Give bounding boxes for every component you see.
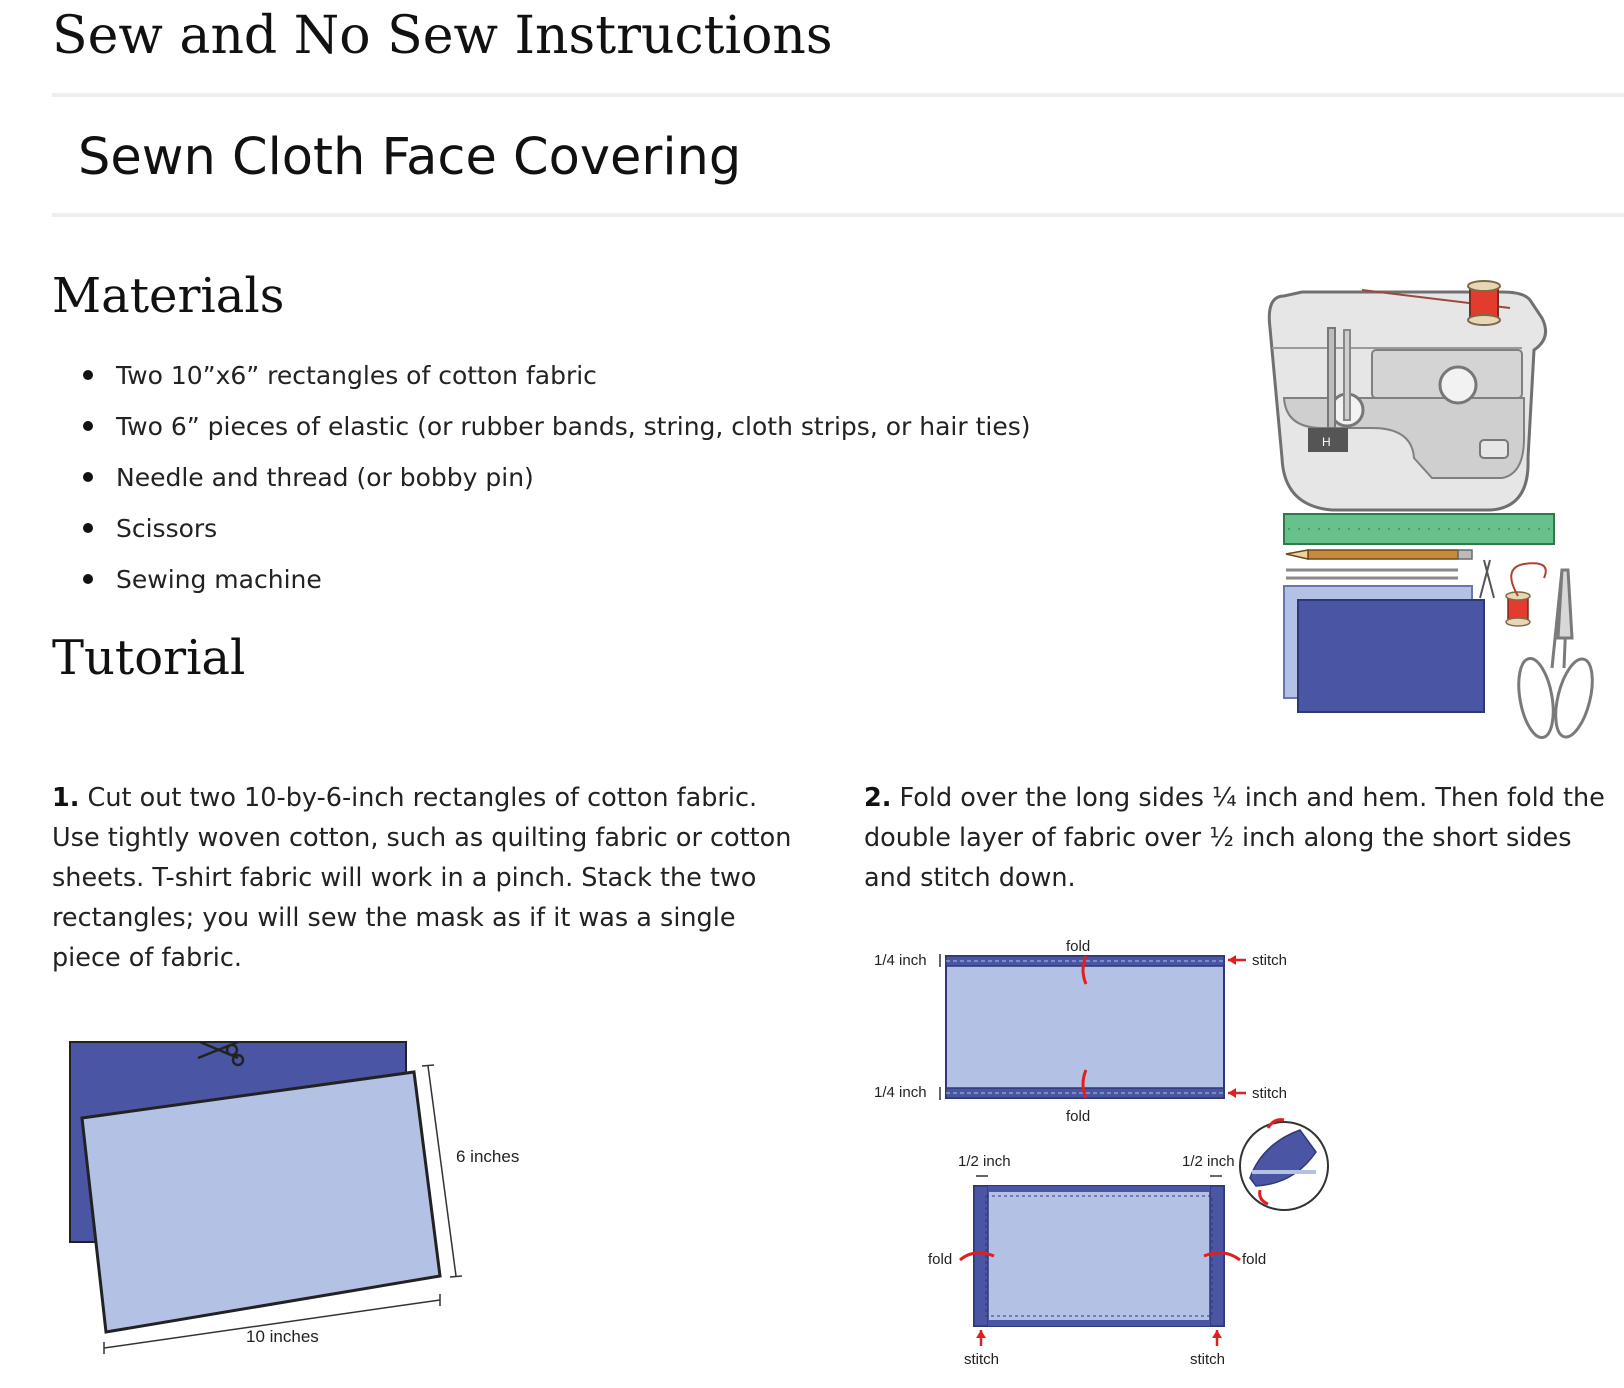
step-2-body: Fold over the long sides ¼ inch and hem. Then fold the double layer of fabric over ½ inch along the short sides and stitch down. (864, 783, 1605, 893)
step-1-text (52, 778, 804, 978)
half-inch-label: 1/2 inch (958, 1153, 1011, 1170)
list-item: Two 10”x6” rectangles of cotton fabric (52, 350, 1030, 401)
list-item: Needle and thread (or bobby pin) (52, 452, 1030, 503)
tutorial-heading: Tutorial (52, 630, 246, 686)
fold-label: fold (928, 1251, 953, 1268)
stitch-label: stitch (1190, 1351, 1226, 1368)
fabric-front (82, 1072, 440, 1332)
fold-label: fold (1066, 1108, 1091, 1125)
step-2-illustration (864, 934, 1344, 1378)
list-item: Sewing machine (52, 554, 1030, 605)
step-1-illustration (60, 1030, 530, 1360)
title-divider (52, 93, 1624, 97)
section-divider (52, 213, 1624, 217)
materials-heading: Materials (52, 268, 285, 324)
section-title: Sewn Cloth Face Covering (78, 128, 742, 187)
materials-list (52, 350, 1030, 605)
pencil-icon (1308, 550, 1458, 559)
quarter-inch-label: 1/4 inch (874, 1084, 927, 1101)
step-1-number: 1. (52, 783, 80, 813)
list-item: Scissors (52, 503, 1030, 554)
stitch-label: stitch (1252, 952, 1288, 969)
page-title: Sew and No Sew Instructions (52, 6, 833, 66)
stitch-label: stitch (1252, 1085, 1288, 1102)
width-label: 10 inches (246, 1327, 319, 1346)
step-1-body: Cut out two 10-by-6-inch rectangles of cotton fabric. Use tightly woven cotton, such as quilting fabric or cotton sheets. T-shirt fabric will work in a pinch. Stack the two rectangles; you will sew the mask as if it was a single piece of fabric. (52, 783, 792, 973)
fabric-dark-icon (1298, 600, 1484, 712)
step-2-number: 2. (864, 783, 892, 813)
step-2-text (864, 778, 1614, 898)
stitch-label: stitch (964, 1351, 1000, 1368)
half-inch-label: 1/2 inch (1182, 1153, 1235, 1170)
fold-label: fold (1242, 1251, 1267, 1268)
fold-detail-inset (1240, 1120, 1328, 1210)
fold-label: fold (1066, 938, 1091, 955)
height-label: 6 inches (456, 1147, 520, 1166)
quarter-inch-label: 1/4 inch (874, 952, 927, 969)
svg-text:H: H (1322, 435, 1331, 449)
list-item: Two 6” pieces of elastic (or rubber bands, string, cloth strips, or hair ties) (52, 401, 1030, 452)
sewing-supplies-illustration (1262, 278, 1612, 774)
